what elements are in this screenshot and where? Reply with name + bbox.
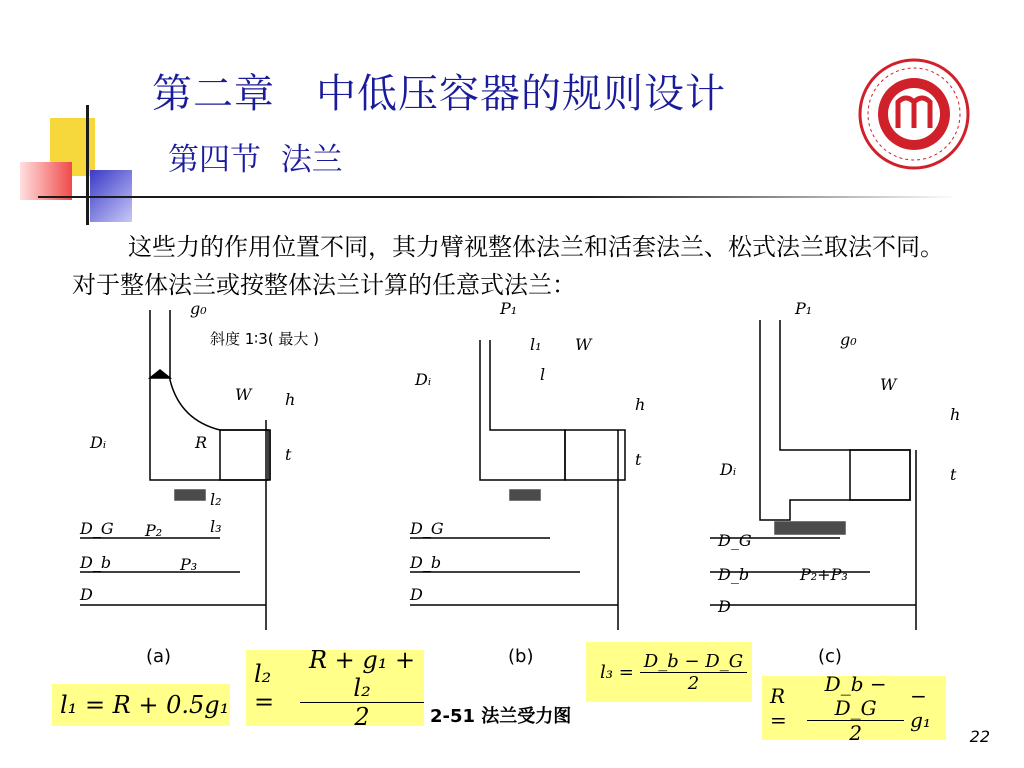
label-t-b: t: [635, 450, 642, 469]
flange-force-diagram: [70, 299, 961, 670]
formula-l2: [246, 645, 424, 731]
label-l1-b: l₁: [530, 335, 542, 354]
label-Db-c: D_b: [718, 565, 750, 584]
formula-l3-num: D_b − D_G: [640, 651, 747, 673]
label-R: R: [195, 433, 208, 452]
formula-l2-lhs: l₂ =: [254, 660, 275, 716]
label-Di-b: Dᵢ: [415, 370, 432, 389]
label-t-c: t: [950, 465, 957, 484]
label-t-a: t: [285, 445, 292, 464]
formula-l3-den: 2: [687, 672, 700, 694]
label-DG-a: D_G: [80, 519, 114, 538]
label-W-a: W: [235, 385, 252, 404]
label-g0-c: g₀: [840, 330, 857, 349]
label-Di-a: Dᵢ: [90, 433, 107, 452]
formula-R-num: D_b − D_G: [807, 672, 904, 721]
formula-l1-rhs: = R + 0.5g₁: [84, 691, 230, 719]
figure-caption: 2-51 法兰受力图: [430, 706, 572, 727]
formula-l1: [52, 684, 230, 726]
label-DG-b: D_G: [410, 519, 444, 538]
formula-R-den: 2: [849, 720, 863, 745]
label-h-b: h: [635, 395, 646, 414]
label-D-c: D: [718, 597, 731, 616]
formula-l3-lhs: l₃ =: [600, 661, 634, 683]
deco-red-block: [20, 162, 72, 200]
panel-label-a: (a): [146, 646, 172, 667]
label-Db-a: D_b: [80, 553, 112, 572]
page-number: 22: [969, 727, 990, 746]
formula-R: [762, 671, 946, 745]
formula-R-tail: − g₁: [910, 684, 931, 732]
label-P2-a: P₂: [145, 521, 163, 540]
label-l-b: l: [540, 365, 546, 384]
university-logo: [858, 58, 970, 170]
label-l2-a: l₂: [210, 490, 222, 509]
label-h-a: h: [285, 390, 296, 409]
formula-l3-fraction: [640, 651, 747, 694]
deco-horizontal-line: [38, 196, 958, 198]
label-P1-c: P₁: [795, 299, 813, 318]
label-Db-b: D_b: [410, 553, 442, 572]
slide-title: 第二章 中低压容器的规则设计: [152, 71, 726, 117]
label-D-a: D: [80, 585, 93, 604]
formula-l2-fraction: [300, 646, 424, 731]
label-g0: g₀: [190, 299, 207, 318]
label-D-b: D: [410, 585, 423, 604]
slope-note: 斜度 1∶3( 最大 ): [210, 330, 319, 348]
body-paragraph: 这些力的作用位置不同，其力臂视整体法兰和活套法兰、松式法兰取法不同。对于整体法兰或按整体法兰计算的任意式法兰：: [72, 233, 944, 299]
label-W-b: W: [575, 335, 592, 354]
label-W-c: W: [880, 375, 897, 394]
label-Di-c: Dᵢ: [720, 460, 737, 479]
formula-l1-lhs: l₁: [60, 691, 78, 719]
label-l3-a: l₃: [210, 517, 222, 536]
formula-l2-den: 2: [354, 702, 370, 731]
label-h-c: h: [950, 405, 961, 424]
slide-subtitle: 第四节 法兰: [168, 142, 343, 178]
panel-label-b: (b): [508, 646, 534, 667]
label-P3-a: P₃: [180, 555, 198, 574]
label-P2P3-c: P₂+P₃: [800, 565, 848, 584]
label-DG-c: D_G: [718, 531, 752, 550]
formula-R-lhs: R =: [770, 684, 787, 732]
deco-vertical-line: [86, 105, 89, 225]
formula-l2-num: R + g₁ + l₂: [300, 646, 424, 703]
label-P1-b: P₁: [500, 299, 518, 318]
panel-label-c: (c): [818, 646, 842, 667]
formula-l3: [586, 642, 752, 702]
formula-R-fraction: [807, 672, 904, 745]
